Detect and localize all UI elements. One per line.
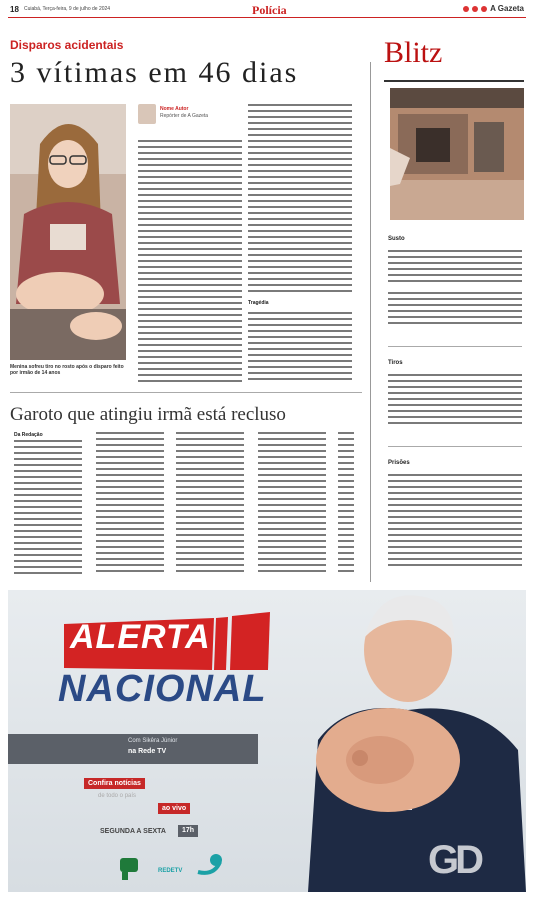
photo-caption: Menina sofreu tiro no rosto após o disparo feito por irmão de 14 anos <box>10 364 124 376</box>
blitz-divider <box>388 446 522 447</box>
ad-red-tag: Confira notícias <box>84 778 145 789</box>
body-text-column <box>388 374 522 424</box>
page-number: 18 <box>10 5 19 14</box>
body-text-column <box>258 432 326 574</box>
redetv-logo-icon <box>158 852 228 882</box>
body-text-column <box>388 292 522 324</box>
story-kicker: Disparos acidentais <box>10 38 124 52</box>
blitz-section-heading: Susto <box>388 236 405 242</box>
tv-show-ad[interactable] <box>8 590 526 892</box>
girl-photo <box>10 104 126 360</box>
page-header <box>8 2 526 18</box>
author-box <box>138 104 238 126</box>
channel-logo-icon <box>120 858 138 880</box>
story-subhead: Tragédia <box>248 300 269 306</box>
blitz-divider <box>388 346 522 347</box>
ad-band-line2: na Rede TV <box>128 748 167 755</box>
section-title: Polícia <box>252 3 287 17</box>
newspaper-logo <box>463 4 524 13</box>
blitz-section-heading: Prisões <box>388 460 410 466</box>
body-text-column <box>338 432 354 574</box>
author-name: Nome Autor <box>160 106 189 112</box>
ad-grey-text: de todo o país <box>98 793 137 799</box>
body-text-column <box>388 474 522 566</box>
blitz-title: Blitz <box>384 36 443 69</box>
redetv-logo-text: REDETV <box>158 868 183 874</box>
edition-date: Cuiabá, Terça-feira, 9 de julho de 2024 <box>24 6 111 12</box>
ad-title-line2: NACIONAL <box>58 668 267 710</box>
logo-dot-icon <box>463 6 469 12</box>
ad-red-tag: ao vivo <box>158 803 190 814</box>
body-text-column <box>248 312 352 382</box>
ad-title-line1: ALERTA <box>70 618 211 656</box>
body-text-column <box>388 250 522 282</box>
second-headline: Garoto que atingiu irmã está recluso <box>10 404 286 425</box>
ad-band-line1: Com Sikêra Júnior <box>128 738 178 744</box>
logo-dot-icon <box>472 6 478 12</box>
body-text-column <box>14 440 82 574</box>
column-rule <box>370 62 371 582</box>
story-divider <box>10 392 362 393</box>
body-text-column <box>96 432 164 574</box>
presenter-pointing-image <box>288 590 526 892</box>
ad-schedule-time: 17h <box>178 825 198 837</box>
body-text-column <box>176 432 244 574</box>
body-text-column <box>248 104 352 294</box>
body-text-column <box>138 140 242 382</box>
blitz-rule <box>384 80 524 82</box>
story-headline: 3 vítimas em 46 dias <box>10 56 299 89</box>
logo-text: A Gazeta <box>490 4 524 13</box>
damaged-house-photo <box>390 88 524 220</box>
blitz-section-heading: Tiros <box>388 360 403 366</box>
watermark-logo: GD <box>428 838 480 882</box>
logo-dot-icon <box>481 6 487 12</box>
author-role: Repórter de A Gazeta <box>160 113 209 119</box>
second-byline: Da Redação <box>14 432 43 438</box>
author-avatar <box>138 104 156 124</box>
ad-schedule-days: SEGUNDA A SEXTA <box>100 828 166 835</box>
